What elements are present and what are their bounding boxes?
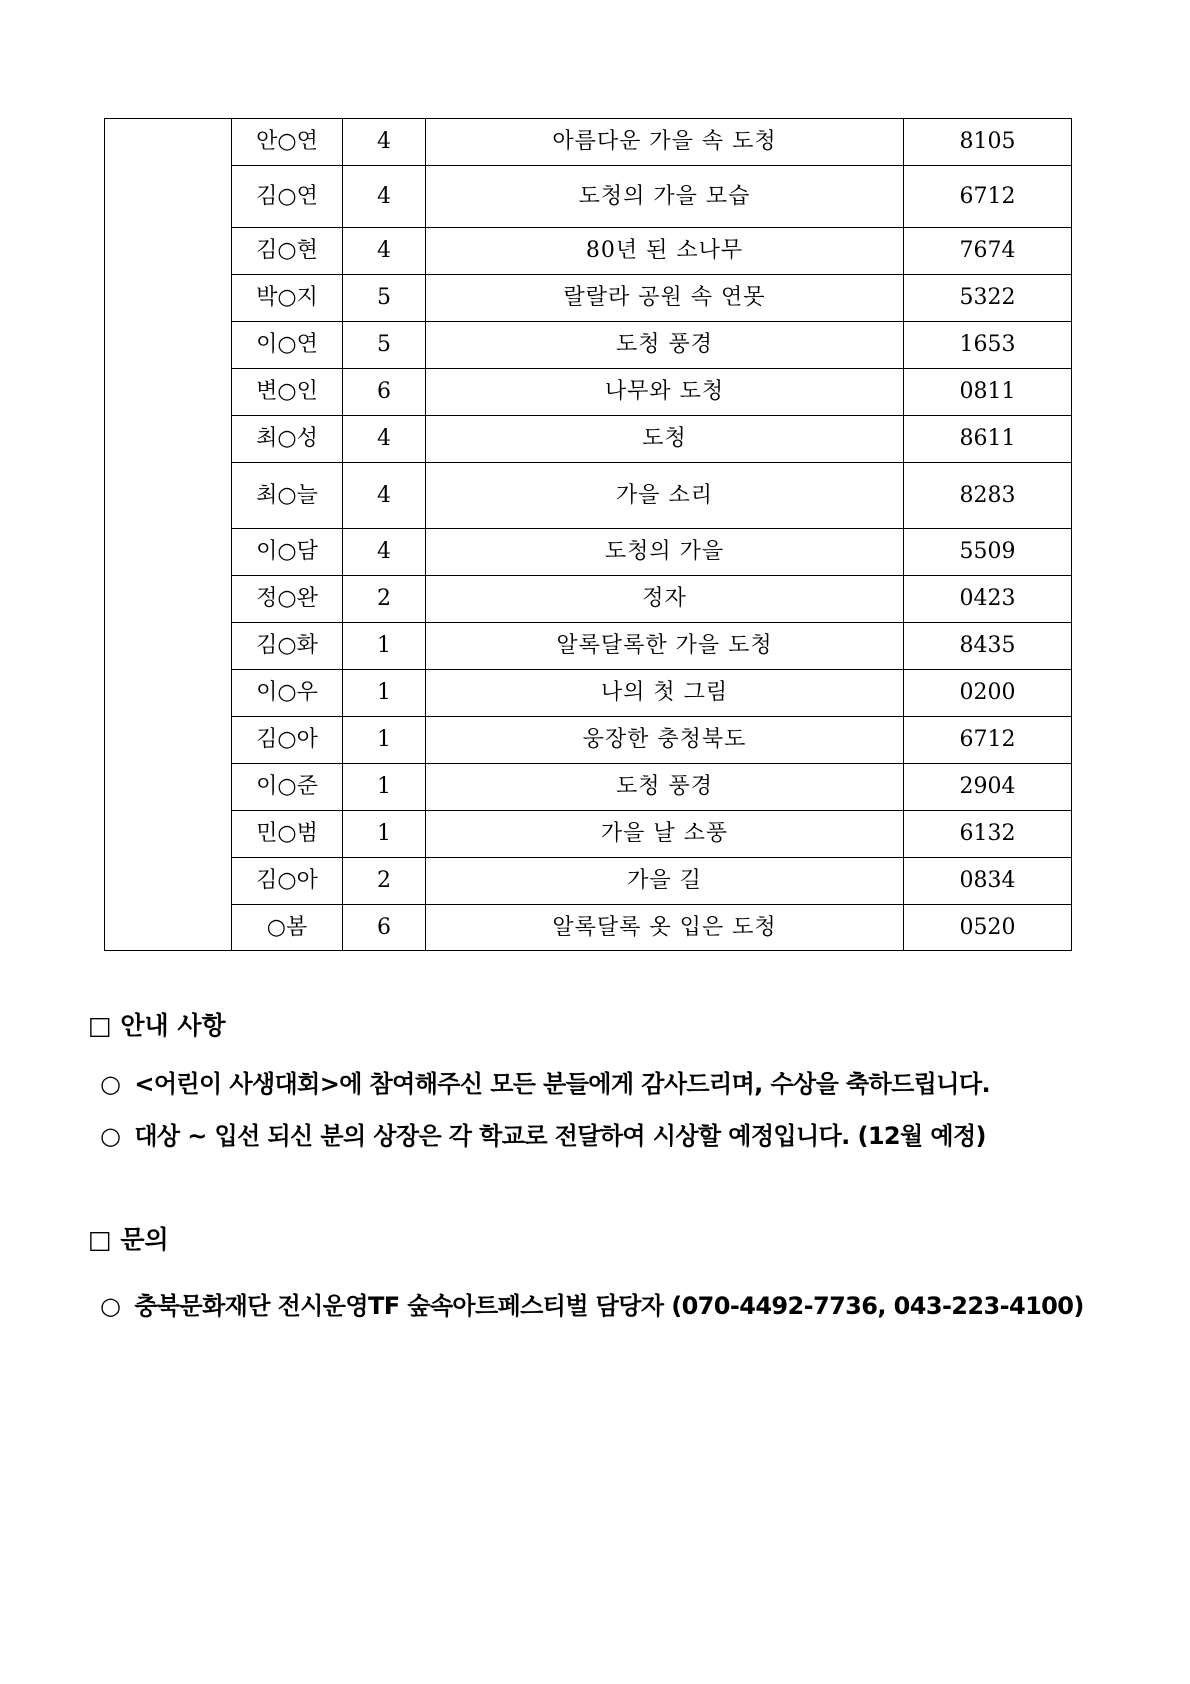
table-row (105, 623, 1072, 670)
code-cell: 0200 (904, 670, 1072, 717)
artwork-title-cell: 도청 (426, 416, 904, 463)
artwork-title-cell: 가을 길 (426, 858, 904, 905)
grade-cell: 1 (343, 670, 426, 717)
table-row (105, 416, 1072, 463)
inquiry-item (100, 1286, 1084, 1321)
bullet-circle-icon: ○ (100, 1122, 121, 1150)
student-name-cell: 정○완 (232, 576, 343, 623)
artwork-title-cell: 알록달록 옷 입은 도청 (426, 905, 904, 951)
notice-heading: □ 안내 사항 (88, 1011, 226, 1040)
table-row (105, 166, 1072, 228)
grade-cell: 6 (343, 369, 426, 416)
grade-cell: 1 (343, 623, 426, 670)
code-cell: 0520 (904, 905, 1072, 951)
artwork-title-cell: 80년 된 소나무 (426, 228, 904, 275)
table-row (105, 717, 1072, 764)
student-name-cell: 김○화 (232, 623, 343, 670)
table-row (105, 119, 1072, 166)
grade-cell: 5 (343, 322, 426, 369)
student-name-cell: 변○인 (232, 369, 343, 416)
table-row (105, 529, 1072, 576)
table-row (105, 275, 1072, 322)
grade-cell: 1 (343, 717, 426, 764)
code-cell: 6712 (904, 166, 1072, 228)
artwork-title-cell: 도청의 가을 모습 (426, 166, 904, 228)
artwork-title-cell: 나의 첫 그림 (426, 670, 904, 717)
grade-cell: 4 (343, 529, 426, 576)
bullet-circle-icon: ○ (100, 1292, 121, 1320)
table-row (105, 322, 1072, 369)
bullet-circle-icon: ○ (100, 1070, 121, 1098)
grade-cell: 1 (343, 811, 426, 858)
table-row (105, 463, 1072, 529)
student-name-cell: 박○지 (232, 275, 343, 322)
inquiry-item-text: 충북문화재단 전시운영TF 숲속아트페스티벌 담당자 (070-4492-7736, 043-223-4100) (134, 1292, 1084, 1320)
code-cell: 5322 (904, 275, 1072, 322)
code-cell: 8435 (904, 623, 1072, 670)
artwork-title-cell: 도청 풍경 (426, 322, 904, 369)
code-cell: 7674 (904, 228, 1072, 275)
student-name-cell: 최○늘 (232, 463, 343, 529)
student-name-cell: 이○연 (232, 322, 343, 369)
artwork-title-cell: 웅장한 충청북도 (426, 717, 904, 764)
table-row (105, 228, 1072, 275)
notice-item (100, 1064, 990, 1099)
table-row (105, 764, 1072, 811)
code-cell: 0811 (904, 369, 1072, 416)
winners-table (104, 118, 1072, 951)
grade-cell: 4 (343, 166, 426, 228)
code-cell: 0423 (904, 576, 1072, 623)
student-name-cell: 김○현 (232, 228, 343, 275)
artwork-title-cell: 랄랄라 공원 속 연못 (426, 275, 904, 322)
table-row (105, 811, 1072, 858)
artwork-title-cell: 정자 (426, 576, 904, 623)
grade-cell: 1 (343, 764, 426, 811)
grade-cell: 2 (343, 576, 426, 623)
table-row (105, 905, 1072, 951)
artwork-title-cell: 도청의 가을 (426, 529, 904, 576)
artwork-title-cell: 가을 날 소풍 (426, 811, 904, 858)
notice-item-text: 대상 ~ 입선 되신 분의 상장은 각 학교로 전달하여 시상할 예정입니다. (12월 예정) (134, 1122, 986, 1150)
grade-cell: 4 (343, 119, 426, 166)
code-cell: 0834 (904, 858, 1072, 905)
code-cell: 8105 (904, 119, 1072, 166)
student-name-cell: 김○아 (232, 858, 343, 905)
inquiry-heading: □ 문의 (88, 1225, 169, 1254)
code-cell: 8611 (904, 416, 1072, 463)
artwork-title-cell: 아름다운 가을 속 도청 (426, 119, 904, 166)
notice-item-text: <어린이 사생대회>에 참여해주신 모든 분들에게 감사드리며, 수상을 축하드립니다. (134, 1070, 990, 1098)
student-name-cell: 김○아 (232, 717, 343, 764)
table-row (105, 576, 1072, 623)
code-cell: 1653 (904, 322, 1072, 369)
student-name-cell: 이○준 (232, 764, 343, 811)
notice-item (100, 1116, 986, 1151)
code-cell: 8283 (904, 463, 1072, 529)
table-row (105, 670, 1072, 717)
table-row (105, 369, 1072, 416)
category-cell (105, 119, 232, 951)
grade-cell: 2 (343, 858, 426, 905)
artwork-title-cell: 나무와 도청 (426, 369, 904, 416)
grade-cell: 4 (343, 463, 426, 529)
student-name-cell: 김○연 (232, 166, 343, 228)
table-row (105, 858, 1072, 905)
artwork-title-cell: 도청 풍경 (426, 764, 904, 811)
code-cell: 6712 (904, 717, 1072, 764)
grade-cell: 5 (343, 275, 426, 322)
grade-cell: 4 (343, 228, 426, 275)
student-name-cell: 이○담 (232, 529, 343, 576)
grade-cell: 6 (343, 905, 426, 951)
artwork-title-cell: 가을 소리 (426, 463, 904, 529)
student-name-cell: 안○연 (232, 119, 343, 166)
code-cell: 6132 (904, 811, 1072, 858)
student-name-cell: 이○우 (232, 670, 343, 717)
student-name-cell: 민○범 (232, 811, 343, 858)
grade-cell: 4 (343, 416, 426, 463)
student-name-cell: 최○성 (232, 416, 343, 463)
code-cell: 2904 (904, 764, 1072, 811)
student-name-cell: ○봄 (232, 905, 343, 951)
artwork-title-cell: 알록달록한 가을 도청 (426, 623, 904, 670)
code-cell: 5509 (904, 529, 1072, 576)
